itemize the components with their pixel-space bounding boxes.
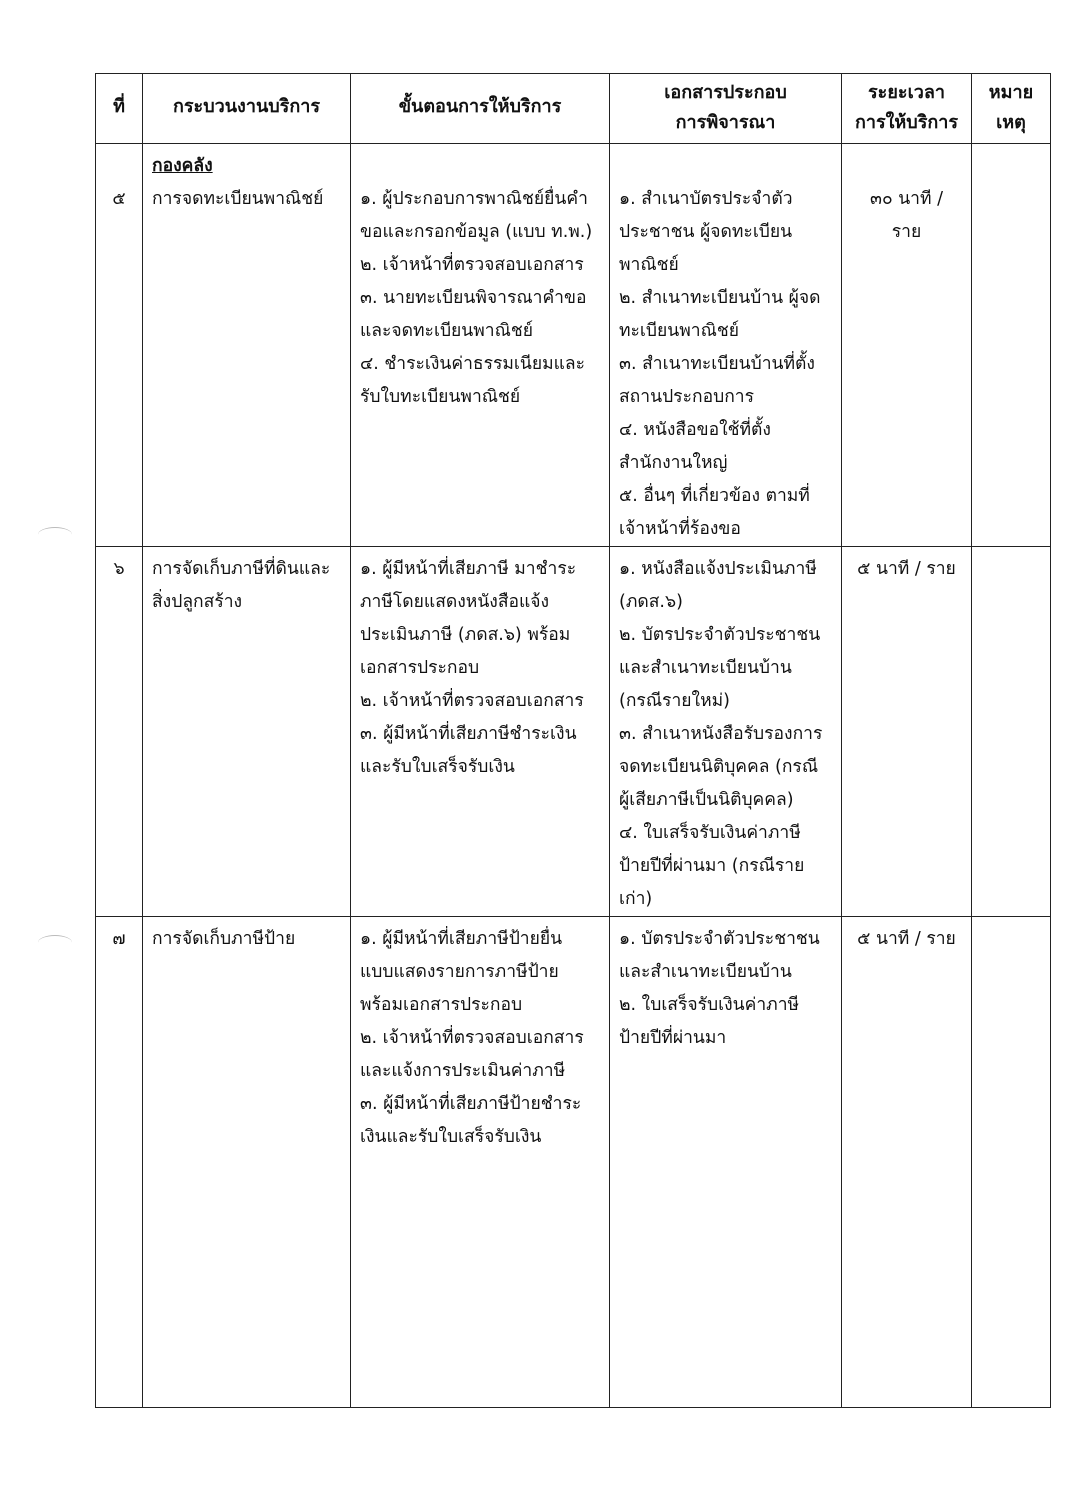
steps-cell: ๑. ผู้มีหน้าที่เสียภาษีป้ายยื่น แบบแสดงรายการภาษีป้าย พร้อมเอกสารประกอบ ๒. เจ้าหน้าที่ตรวจสอบเอกสาร และแจ้งการประเมินค่าภาษี ๓. ผู้มีหน้าที่เสียภาษีป้ายชำระ เงินและรับใบเสร็จรับเงิน bbox=[351, 917, 610, 1408]
department-label: กองคลัง bbox=[152, 156, 213, 176]
table-row bbox=[96, 917, 1051, 1408]
table-row bbox=[96, 144, 1051, 547]
punch-hole-mark bbox=[38, 935, 72, 950]
punch-hole-mark bbox=[38, 527, 72, 542]
row-number-cell: ๗ bbox=[96, 917, 143, 1408]
row-number-cell: ๕ bbox=[96, 144, 143, 547]
remark-cell bbox=[972, 547, 1051, 917]
header-remark: หมาย เหตุ bbox=[972, 74, 1051, 144]
service-table bbox=[95, 73, 1051, 1408]
process-cell: กองคลัง การจดทะเบียนพาณิชย์ bbox=[143, 144, 351, 547]
process-cell: การจัดเก็บภาษีป้าย bbox=[143, 917, 351, 1408]
documents-cell: ๑. หนังสือแจ้งประเมินภาษี (ภดส.๖) ๒. บัตรประจำตัวประชาชน และสำเนาทะเบียนบ้าน (กรณีรายใหม่) ๓. สำเนาหนังสือรับรองการ จดทะเบียนนิติบุคคล (กรณี ผู้เสียภาษีเป็นนิติบุคคล) ๔. ใบเสร็จรับเงินค่าภาษี ป้ายปีที่ผ่านมา (กรณีราย เก่า) bbox=[610, 547, 842, 917]
header-steps: ขั้นตอนการให้บริการ bbox=[351, 74, 610, 144]
duration-cell: ๕ นาที / ราย bbox=[842, 547, 972, 917]
documents-cell: ๑. สำเนาบัตรประจำตัว ประชาชน ผู้จดทะเบียน พาณิชย์ ๒. สำเนาทะเบียนบ้าน ผู้จด ทะเบียนพาณิชย์ ๓. สำเนาทะเบียนบ้านที่ตั้ง สถานประกอบการ ๔. หนังสือขอใช้ที่ตั้ง สำนักงานใหญ่ ๕. อื่นๆ ที่เกี่ยวข้อง ตามที่ เจ้าหน้าที่ร้องขอ bbox=[610, 144, 842, 547]
header-documents: เอกสารประกอบ การพิจารณา bbox=[610, 74, 842, 144]
duration-cell: ๓๐ นาที / ราย bbox=[842, 144, 972, 547]
header-duration: ระยะเวลา การให้บริการ bbox=[842, 74, 972, 144]
table-row bbox=[96, 547, 1051, 917]
header-no: ที่ bbox=[96, 74, 143, 144]
table-header-row bbox=[96, 74, 1051, 144]
steps-cell: ๑. ผู้มีหน้าที่เสียภาษี มาชำระ ภาษีโดยแสดงหนังสือแจ้ง ประเมินภาษี (ภดส.๖) พร้อม เอกสารประกอบ ๒. เจ้าหน้าที่ตรวจสอบเอกสาร ๓. ผู้มีหน้าที่เสียภาษีชำระเงิน และรับใบเสร็จรับเงิน bbox=[351, 547, 610, 917]
remark-cell bbox=[972, 144, 1051, 547]
remark-cell bbox=[972, 917, 1051, 1408]
steps-cell: ๑. ผู้ประกอบการพาณิชย์ยื่นคำ ขอและกรอกข้อมูล (แบบ ท.พ.) ๒. เจ้าหน้าที่ตรวจสอบเอกสาร ๓. นายทะเบียนพิจารณาคำขอ และจดทะเบียนพาณิชย์ ๔. ชำระเงินค่าธรรมเนียมและ รับใบทะเบียนพาณิชย์ bbox=[351, 144, 610, 547]
duration-cell: ๕ นาที / ราย bbox=[842, 917, 972, 1408]
documents-cell: ๑. บัตรประจำตัวประชาชน และสำเนาทะเบียนบ้าน ๒. ใบเสร็จรับเงินค่าภาษี ป้ายปีที่ผ่านมา bbox=[610, 917, 842, 1408]
process-cell: การจัดเก็บภาษีที่ดินและ สิ่งปลูกสร้าง bbox=[143, 547, 351, 917]
header-process: กระบวนงานบริการ bbox=[143, 74, 351, 144]
row-number-cell: ๖ bbox=[96, 547, 143, 917]
